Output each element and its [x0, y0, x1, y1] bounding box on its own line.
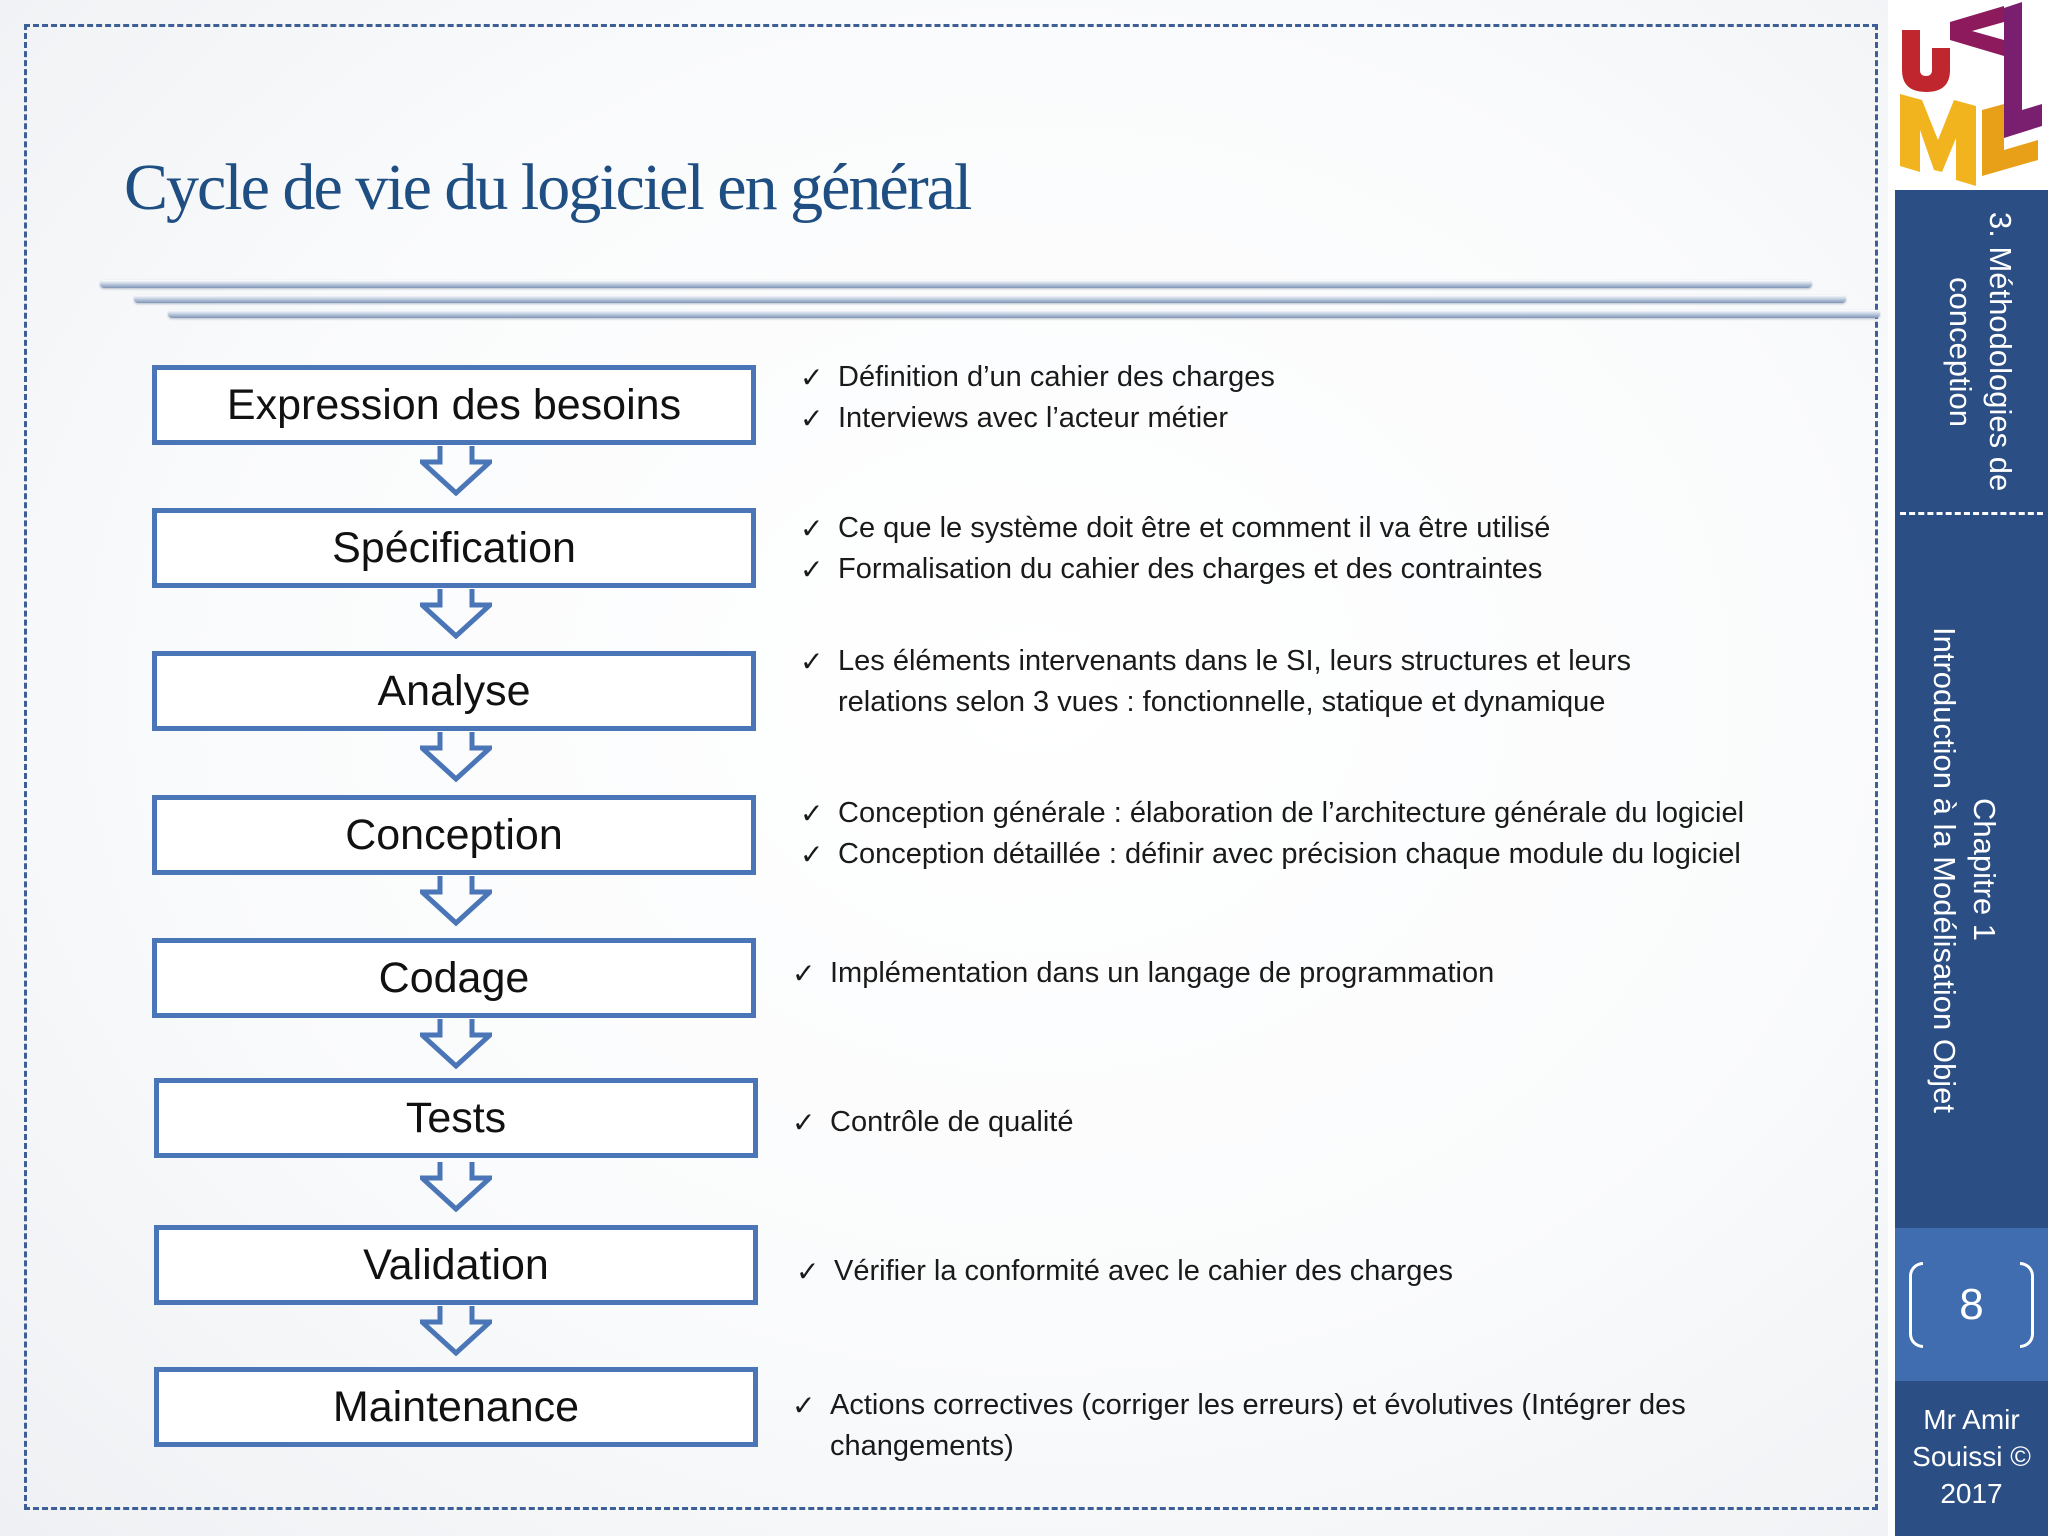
- down-arrow-icon: [420, 1162, 492, 1212]
- page-number-box: [1895, 1228, 2048, 1381]
- down-arrow-icon: [420, 446, 492, 496]
- check-icon: ✓: [800, 798, 824, 829]
- sidebar-separator: [1900, 512, 2043, 515]
- down-arrow-icon: [420, 876, 492, 926]
- down-arrow-icon: [420, 589, 492, 639]
- uml-logo-icon: [1892, 0, 2048, 190]
- bullet-item: ✓ Conception détaillée : définir avec précision chaque module du logiciel: [800, 834, 1744, 875]
- check-icon: ✓: [792, 1390, 816, 1421]
- sidebar-chapter-label: Chapitre 1: [1967, 798, 2002, 942]
- down-arrow-icon: [420, 1019, 492, 1069]
- check-icon: ✓: [800, 362, 824, 393]
- bullet-item: ✓ Définition d’un cahier des charges: [800, 357, 1275, 398]
- check-icon: ✓: [796, 1256, 820, 1287]
- slide-title: Cycle de vie du logiciel en général: [124, 151, 971, 224]
- bullets-specification: [800, 508, 1550, 590]
- bullet-item: ✓ Formalisation du cahier des charges et des contraintes: [800, 549, 1550, 590]
- bullet-item: ✓ Interviews avec l’acteur métier: [800, 398, 1275, 439]
- step-codage[interactable]: Codage: [152, 938, 756, 1018]
- step-maintenance[interactable]: Maintenance: [154, 1367, 758, 1447]
- step-analyse[interactable]: Analyse: [152, 651, 756, 731]
- bullet-item: ✓ Actions correctives (corriger les erreurs) et évolutives (Intégrer des changements): [792, 1385, 1780, 1467]
- step-expression-des-besoins[interactable]: Expression des besoins: [152, 365, 756, 445]
- down-arrow-icon: [420, 1306, 492, 1356]
- check-icon: ✓: [800, 839, 824, 870]
- check-icon: ✓: [800, 513, 824, 544]
- bullets-tests: [792, 1102, 1073, 1143]
- down-arrow-icon: [420, 732, 492, 782]
- author-credit: Mr Amir Souissi © 2017: [1895, 1381, 2048, 1536]
- bullet-item: ✓ Ce que le système doit être et comment il va être utilisé: [800, 508, 1550, 549]
- step-validation[interactable]: Validation: [154, 1225, 758, 1305]
- check-icon: ✓: [792, 958, 816, 989]
- bullets-maintenance: [792, 1385, 1780, 1467]
- title-rule-2: [134, 295, 1846, 303]
- step-specification[interactable]: Spécification: [152, 508, 756, 588]
- bullets-expression-des-besoins: [800, 357, 1275, 439]
- sidebar-chapter-title: Introduction à la Modélisation Objet: [1927, 627, 1962, 1113]
- bullets-conception: [800, 793, 1744, 875]
- page-number: 8: [1959, 1279, 1984, 1329]
- bullet-item: ✓ Conception générale : élaboration de l’architecture générale du logiciel: [800, 793, 1744, 834]
- check-icon: ✓: [800, 554, 824, 585]
- check-icon: ✓: [792, 1107, 816, 1138]
- bullet-item: ✓ Les éléments intervenants dans le SI, leurs structures et leurs relations selon 3 vues : fonctionnelle, statique et dynamique: [800, 641, 1718, 723]
- sidebar-section-label: 3. Méthodologies de conception: [1943, 212, 2018, 492]
- bullets-validation: [796, 1251, 1453, 1292]
- step-conception[interactable]: Conception: [152, 795, 756, 875]
- bullets-codage: [792, 953, 1494, 994]
- title-rule-1: [100, 280, 1812, 288]
- bullet-item: ✓ Implémentation dans un langage de programmation: [792, 953, 1494, 994]
- bullet-item: ✓ Contrôle de qualité: [792, 1102, 1073, 1143]
- check-icon: ✓: [800, 403, 824, 434]
- bullets-analyse: [800, 641, 1718, 723]
- title-rule-3: [168, 310, 1880, 318]
- step-tests[interactable]: Tests: [154, 1078, 758, 1158]
- check-icon: ✓: [800, 646, 824, 677]
- bullet-item: ✓ Vérifier la conformité avec le cahier des charges: [796, 1251, 1453, 1292]
